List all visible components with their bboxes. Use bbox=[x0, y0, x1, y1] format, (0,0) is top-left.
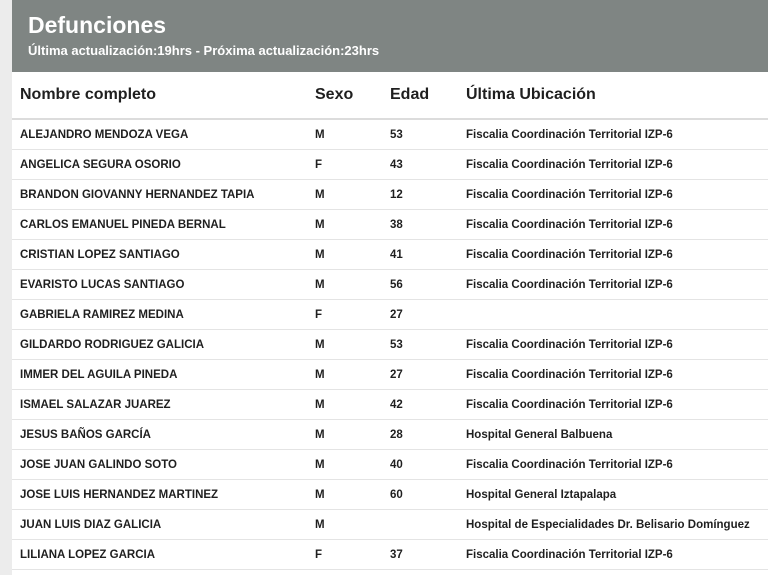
cell-sex: M bbox=[315, 420, 390, 450]
cell-location: Fiscalia Coordinación Territorial IZP-6 bbox=[466, 450, 768, 480]
cell-sex: M bbox=[315, 180, 390, 210]
cell-sex: M bbox=[315, 450, 390, 480]
cell-name: JOSE JUAN GALINDO SOTO bbox=[12, 450, 315, 480]
cell-sex: M bbox=[315, 390, 390, 420]
table-row bbox=[12, 360, 768, 390]
cell-location: Fiscalia Coordinación Territorial IZP-6 bbox=[466, 390, 768, 420]
table-row bbox=[12, 510, 768, 540]
cell-location: Fiscalia Coordinación Territorial IZP-6 bbox=[466, 330, 768, 360]
table-row bbox=[12, 119, 768, 150]
table-row bbox=[12, 150, 768, 180]
cell-location: Hospital General Iztapalapa bbox=[466, 480, 768, 510]
cell-location: Hospital de Especialidades Dr. Belisario Domínguez bbox=[466, 510, 768, 540]
cell-age: 43 bbox=[390, 150, 466, 180]
cell-name: JUAN LUIS DIAZ GALICIA bbox=[12, 510, 315, 540]
cell-location: Fiscalia Coordinación Territorial IZP-6 bbox=[466, 180, 768, 210]
cell-name: CARLOS EMANUEL PINEDA BERNAL bbox=[12, 210, 315, 240]
cell-sex: F bbox=[315, 300, 390, 330]
column-header-sex[interactable]: Sexo bbox=[315, 72, 390, 119]
cell-sex: F bbox=[315, 150, 390, 180]
cell-age: 56 bbox=[390, 270, 466, 300]
cell-sex: M bbox=[315, 240, 390, 270]
cell-age bbox=[390, 510, 466, 540]
update-status: Última actualización:19hrs - Próxima actualización:23hrs bbox=[28, 43, 380, 58]
table-row bbox=[12, 420, 768, 450]
cell-location: Fiscalia Coordinación Territorial IZP-6 bbox=[466, 240, 768, 270]
cell-age: 27 bbox=[390, 360, 466, 390]
deaths-panel bbox=[12, 0, 768, 575]
cell-name: ANGELICA SEGURA OSORIO bbox=[12, 150, 315, 180]
cell-name: GILDARDO RODRIGUEZ GALICIA bbox=[12, 330, 315, 360]
cell-age: 53 bbox=[390, 330, 466, 360]
cell-age: 42 bbox=[390, 390, 466, 420]
cell-sex: F bbox=[315, 540, 390, 570]
table-row bbox=[12, 450, 768, 480]
cell-age: 28 bbox=[390, 420, 466, 450]
cell-name: LILIANA LOPEZ GARCIA bbox=[12, 540, 315, 570]
table-row bbox=[12, 210, 768, 240]
deaths-table bbox=[12, 72, 768, 570]
cell-location: Fiscalia Coordinación Territorial IZP-6 bbox=[466, 540, 768, 570]
cell-sex: M bbox=[315, 270, 390, 300]
table-row bbox=[12, 390, 768, 420]
table-row bbox=[12, 240, 768, 270]
cell-name: JOSE LUIS HERNANDEZ MARTINEZ bbox=[12, 480, 315, 510]
column-header-location[interactable]: Última Ubicación bbox=[466, 72, 768, 119]
page-title: Defunciones bbox=[28, 12, 167, 38]
column-header-age[interactable]: Edad bbox=[390, 72, 466, 119]
cell-location: Hospital General Balbuena bbox=[466, 420, 768, 450]
cell-sex: M bbox=[315, 510, 390, 540]
table-row bbox=[12, 300, 768, 330]
panel-header bbox=[12, 0, 768, 72]
cell-sex: M bbox=[315, 210, 390, 240]
cell-age: 37 bbox=[390, 540, 466, 570]
cell-name: BRANDON GIOVANNY HERNANDEZ TAPIA bbox=[12, 180, 315, 210]
cell-age: 38 bbox=[390, 210, 466, 240]
cell-name: IMMER DEL AGUILA PINEDA bbox=[12, 360, 315, 390]
table-row bbox=[12, 330, 768, 360]
cell-location: Fiscalia Coordinación Territorial IZP-6 bbox=[466, 119, 768, 150]
cell-sex: M bbox=[315, 119, 390, 150]
cell-location: Fiscalia Coordinación Territorial IZP-6 bbox=[466, 210, 768, 240]
cell-location: Fiscalia Coordinación Territorial IZP-6 bbox=[466, 150, 768, 180]
cell-name: GABRIELA RAMIREZ MEDINA bbox=[12, 300, 315, 330]
cell-name: ALEJANDRO MENDOZA VEGA bbox=[12, 119, 315, 150]
cell-location: Fiscalia Coordinación Territorial IZP-6 bbox=[466, 270, 768, 300]
column-header-name[interactable]: Nombre completo bbox=[12, 72, 315, 119]
cell-sex: M bbox=[315, 330, 390, 360]
cell-name: JESUS BAÑOS GARCÍA bbox=[12, 420, 315, 450]
cell-name: CRISTIAN LOPEZ SANTIAGO bbox=[12, 240, 315, 270]
cell-sex: M bbox=[315, 360, 390, 390]
cell-age: 41 bbox=[390, 240, 466, 270]
table-row bbox=[12, 270, 768, 300]
table-row bbox=[12, 180, 768, 210]
cell-name: ISMAEL SALAZAR JUAREZ bbox=[12, 390, 315, 420]
cell-age: 40 bbox=[390, 450, 466, 480]
cell-location: Fiscalia Coordinación Territorial IZP-6 bbox=[466, 360, 768, 390]
cell-age: 27 bbox=[390, 300, 466, 330]
table-header-row bbox=[12, 72, 768, 119]
cell-age: 60 bbox=[390, 480, 466, 510]
table-row bbox=[12, 540, 768, 570]
cell-age: 12 bbox=[390, 180, 466, 210]
cell-sex: M bbox=[315, 480, 390, 510]
cell-name: EVARISTO LUCAS SANTIAGO bbox=[12, 270, 315, 300]
cell-age: 53 bbox=[390, 119, 466, 150]
table-row bbox=[12, 480, 768, 510]
cell-location bbox=[466, 300, 768, 330]
